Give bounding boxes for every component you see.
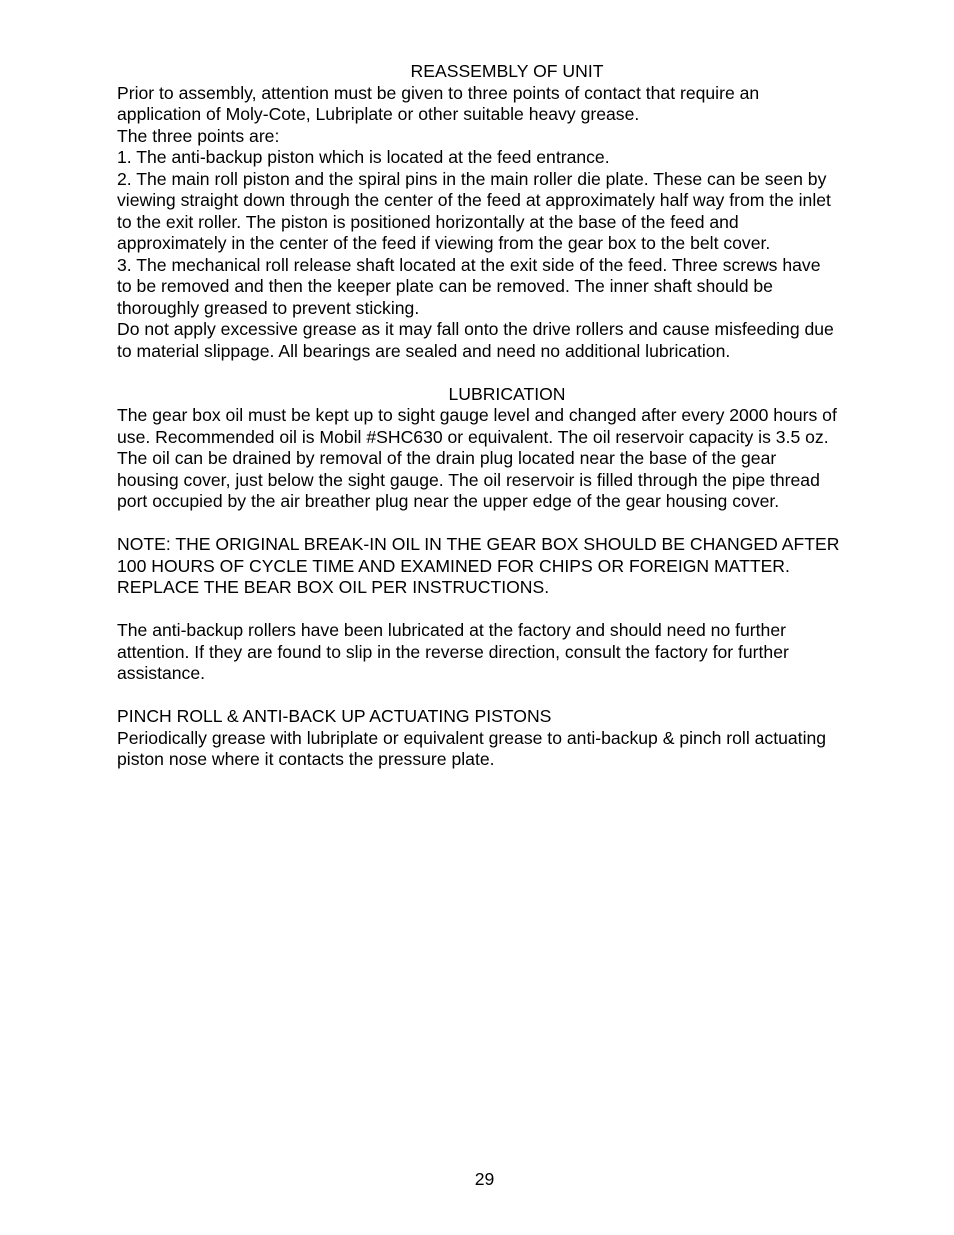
reassembly-section	[117, 61, 897, 362]
reassembly-line: Do not apply excessive grease as it may fall onto the drive rollers and cause misfeeding due	[117, 319, 834, 339]
reassembly-line: Prior to assembly, attention must be given to three points of contact that require an	[117, 82, 760, 103]
note-line: REPLACE THE BEAR BOX OIL PER INSTRUCTIONS.	[117, 577, 550, 597]
reassembly-line: thoroughly greased to prevent sticking.	[117, 297, 420, 318]
note-section	[117, 534, 897, 599]
anti-backup-line: assistance.	[117, 663, 206, 683]
reassembly-line: 3. The mechanical roll release shaft located at the exit side of the feed. Three screws have	[117, 254, 821, 275]
reassembly-line: to the exit roller. The piston is positioned horizontally at the base of the feed and	[117, 211, 739, 232]
lubrication-heading: LUBRICATION	[448, 383, 566, 404]
reassembly-line: to material slippage. All bearings are sealed and need no additional lubrication.	[117, 340, 731, 361]
anti-backup-line: attention. If they are found to slip in the reverse direction, consult the factory for further	[117, 641, 789, 662]
lubrication-line: housing cover, just below the sight gauge. The oil reservoir is filled through the pipe thread	[117, 469, 820, 490]
lubrication-line: The oil can be drained by removal of the drain plug located near the base of the gear	[117, 448, 777, 468]
paragraph-spacer	[117, 685, 897, 707]
pinch-roll-heading: PINCH ROLL & ANTI-BACK UP ACTUATING PISTONS	[117, 706, 552, 726]
page-content	[117, 61, 897, 771]
reassembly-line: approximately in the center of the feed if viewing from the gear box to the belt cover.	[117, 233, 771, 253]
paragraph-spacer	[117, 599, 897, 621]
anti-backup-line: The anti-backup rollers have been lubricated at the factory and should need no further	[117, 620, 786, 640]
reassembly-line: The three points are:	[117, 125, 280, 146]
pinch-roll-line: Periodically grease with lubriplate or equivalent grease to anti-backup & pinch roll actuating	[117, 727, 827, 748]
reassembly-line: application of Moly-Cote, Lubriplate or other suitable heavy grease.	[117, 104, 640, 124]
reassembly-line: to be removed and then the keeper plate can be removed. The inner shaft should be	[117, 276, 773, 296]
lubrication-line: The gear box oil must be kept up to sight gauge level and changed after every 2000 hours of	[117, 405, 837, 425]
lubrication-line: port occupied by the air breather plug near the upper edge of the gear housing cover.	[117, 491, 780, 511]
pinch-roll-line: piston nose where it contacts the pressure plate.	[117, 749, 495, 769]
reassembly-line: viewing straight down through the center of the feed at approximately half way from the inlet	[117, 190, 831, 210]
page-number: 29	[474, 1169, 495, 1189]
pinch-roll-section	[117, 706, 897, 771]
lubrication-section	[117, 384, 897, 513]
reassembly-heading: REASSEMBLY OF UNIT	[410, 61, 604, 81]
reassembly-line: 2. The main roll piston and the spiral pins in the main roller die plate. These can be seen by	[117, 168, 827, 189]
lubrication-line: use. Recommended oil is Mobil #SHC630 or equivalent. The oil reservoir capacity is 3.5 oz.	[117, 426, 829, 447]
note-line: 100 HOURS OF CYCLE TIME AND EXAMINED FOR CHIPS OR FOREIGN MATTER.	[117, 555, 790, 576]
note-line: NOTE: THE ORIGINAL BREAK-IN OIL IN THE GEAR BOX SHOULD BE CHANGED AFTER	[117, 534, 840, 554]
paragraph-spacer	[117, 513, 897, 535]
paragraph-spacer	[117, 362, 897, 384]
reassembly-line: 1. The anti-backup piston which is located at the feed entrance.	[117, 147, 610, 167]
anti-backup-section	[117, 620, 897, 685]
